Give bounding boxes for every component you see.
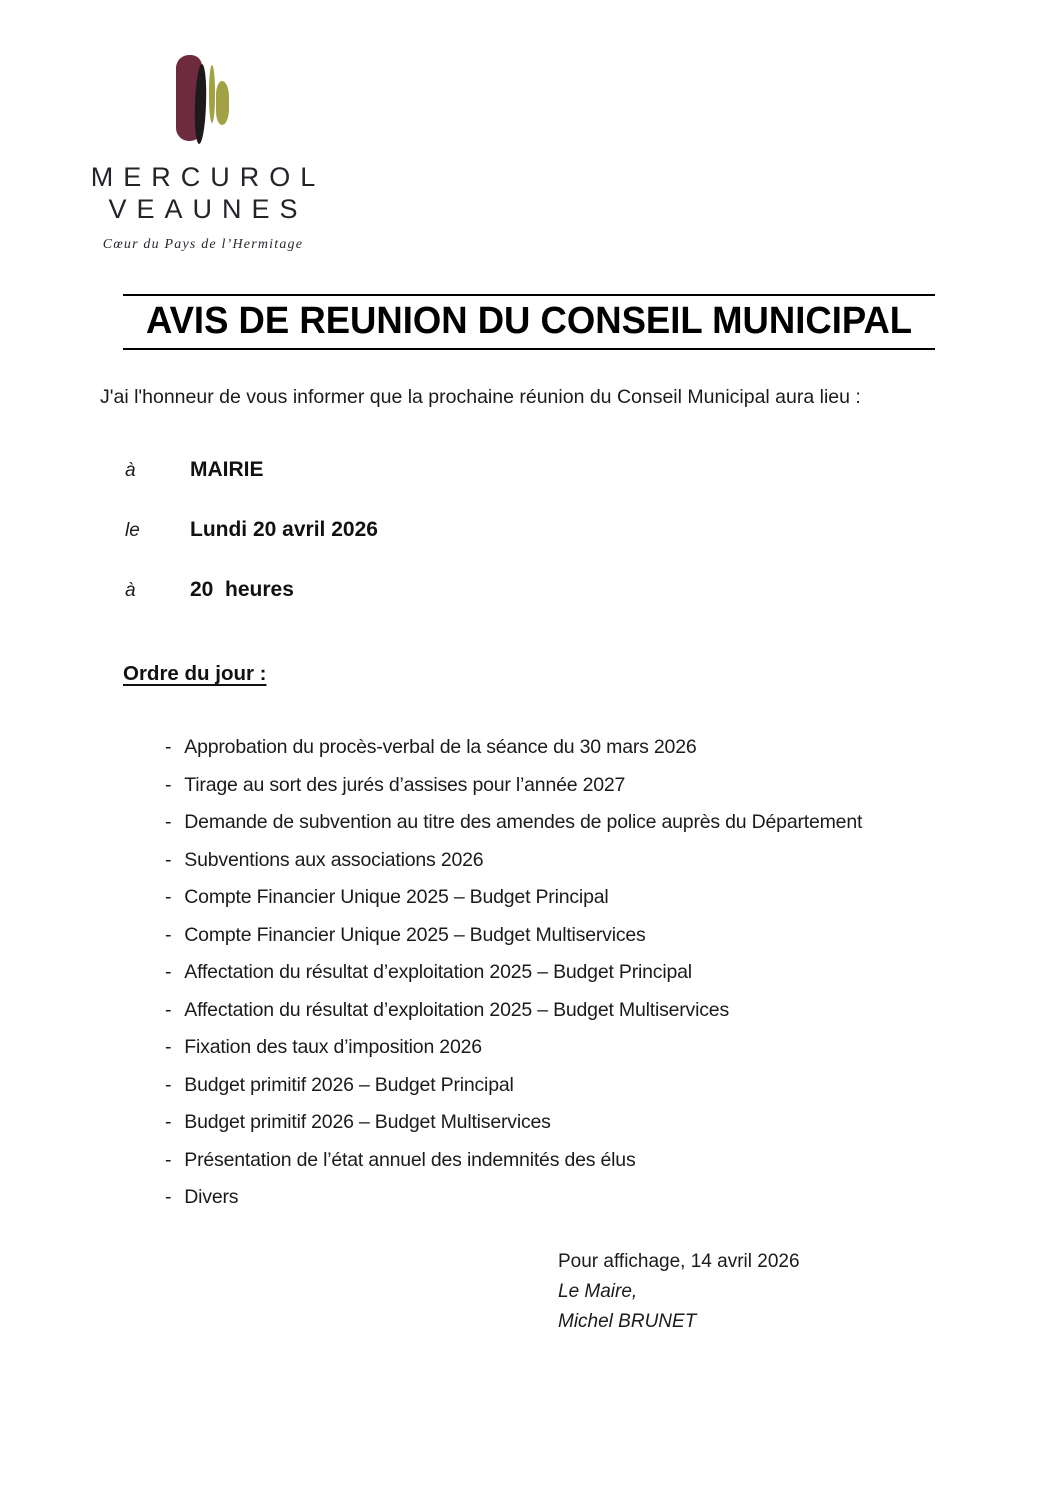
- dash-bullet: -: [165, 998, 172, 1021]
- agenda-item: [165, 775, 862, 796]
- agenda-item-text: Compte Financier Unique 2025 – Budget Multiservices: [184, 923, 646, 946]
- detail-value-time: 20 heures: [190, 578, 294, 601]
- page-title: AVIS DE REUNION DU CONSEIL MUNICIPAL: [145, 299, 913, 342]
- agenda-item-text: Budget primitif 2026 – Budget Principal: [184, 1073, 514, 1096]
- agenda-item-text: Subventions aux associations 2026: [184, 848, 484, 871]
- detail-value-date: Lundi 20 avril 2026: [190, 518, 378, 541]
- agenda-item: [165, 1187, 862, 1208]
- agenda-item: [165, 1150, 862, 1171]
- agenda-item-text: Demande de subvention au titre des amendes de police auprès du Département: [184, 811, 863, 833]
- signature-block: [558, 1247, 800, 1337]
- agenda-list: [165, 737, 862, 1225]
- dash-bullet: -: [165, 773, 172, 796]
- agenda-item: [165, 1000, 862, 1021]
- posting-date-line: Pour affichage, 14 avril 2026: [558, 1251, 800, 1272]
- dash-bullet: -: [165, 1036, 172, 1058]
- detail-label-place: à: [125, 460, 136, 481]
- title-banner: [123, 294, 935, 350]
- dash-bullet: -: [165, 811, 172, 833]
- agenda-item-text: Approbation du procès-verbal de la séance du 30 mars 2026: [184, 736, 697, 758]
- agenda-item: [165, 1075, 862, 1096]
- dash-bullet: -: [165, 848, 172, 871]
- municipality-logo: [74, 55, 332, 253]
- detail-row-time: [125, 578, 378, 638]
- agenda-item: [165, 737, 862, 758]
- agenda-item-text: Fixation des taux d’imposition 2026: [184, 1036, 482, 1058]
- meeting-details: [125, 458, 378, 638]
- signer-title-line: Le Maire,: [558, 1281, 638, 1302]
- intro-text: J'ai l'honneur de vous informer que la prochaine réunion du Conseil Municipal aura lieu :: [100, 386, 861, 408]
- dash-bullet: -: [165, 923, 172, 946]
- dash-bullet: -: [165, 1148, 172, 1171]
- agenda-item-text: Budget primitif 2026 – Budget Multiservices: [184, 1111, 551, 1133]
- agenda-item-text: Tirage au sort des jurés d’assises pour l’année 2027: [184, 773, 626, 796]
- agenda-item: [165, 925, 862, 946]
- detail-value-place: MAIRIE: [190, 458, 264, 481]
- detail-row-place: [125, 458, 378, 518]
- agenda-item: [165, 962, 862, 983]
- agenda-item-text: Présentation de l’état annuel des indemnités des élus: [184, 1148, 636, 1171]
- detail-label-time: à: [125, 580, 136, 601]
- logo-mark-icon: [176, 55, 230, 147]
- agenda-heading: Ordre du jour :: [123, 662, 267, 685]
- logo-name-line2: VEAUNES: [108, 194, 308, 224]
- dash-bullet: -: [165, 886, 172, 908]
- logo-olive-wide-shape: [216, 81, 229, 125]
- dash-bullet: -: [165, 736, 172, 758]
- agenda-item: [165, 887, 862, 908]
- logo-tagline: Cœur du Pays de l’Hermitage: [102, 237, 304, 252]
- agenda-item-text: Affectation du résultat d’exploitation 2025 – Budget Principal: [184, 961, 692, 983]
- detail-label-date: le: [125, 520, 140, 541]
- dash-bullet: -: [165, 961, 172, 983]
- agenda-item-text: Affectation du résultat d’exploitation 2025 – Budget Multiservices: [184, 998, 729, 1021]
- agenda-item: [165, 812, 862, 833]
- agenda-item-text: Divers: [184, 1186, 239, 1208]
- dash-bullet: -: [165, 1186, 172, 1208]
- agenda-item: [165, 1037, 862, 1058]
- dash-bullet: -: [165, 1073, 172, 1096]
- logo-olive-thin-shape: [209, 65, 215, 123]
- logo-name-line1: MERCUROL: [90, 162, 326, 192]
- dash-bullet: -: [165, 1111, 172, 1133]
- agenda-item-text: Compte Financier Unique 2025 – Budget Principal: [184, 886, 609, 908]
- detail-row-date: [125, 518, 378, 578]
- agenda-item: [165, 1112, 862, 1133]
- agenda-item: [165, 850, 862, 871]
- signer-name-line: Michel BRUNET: [558, 1311, 697, 1332]
